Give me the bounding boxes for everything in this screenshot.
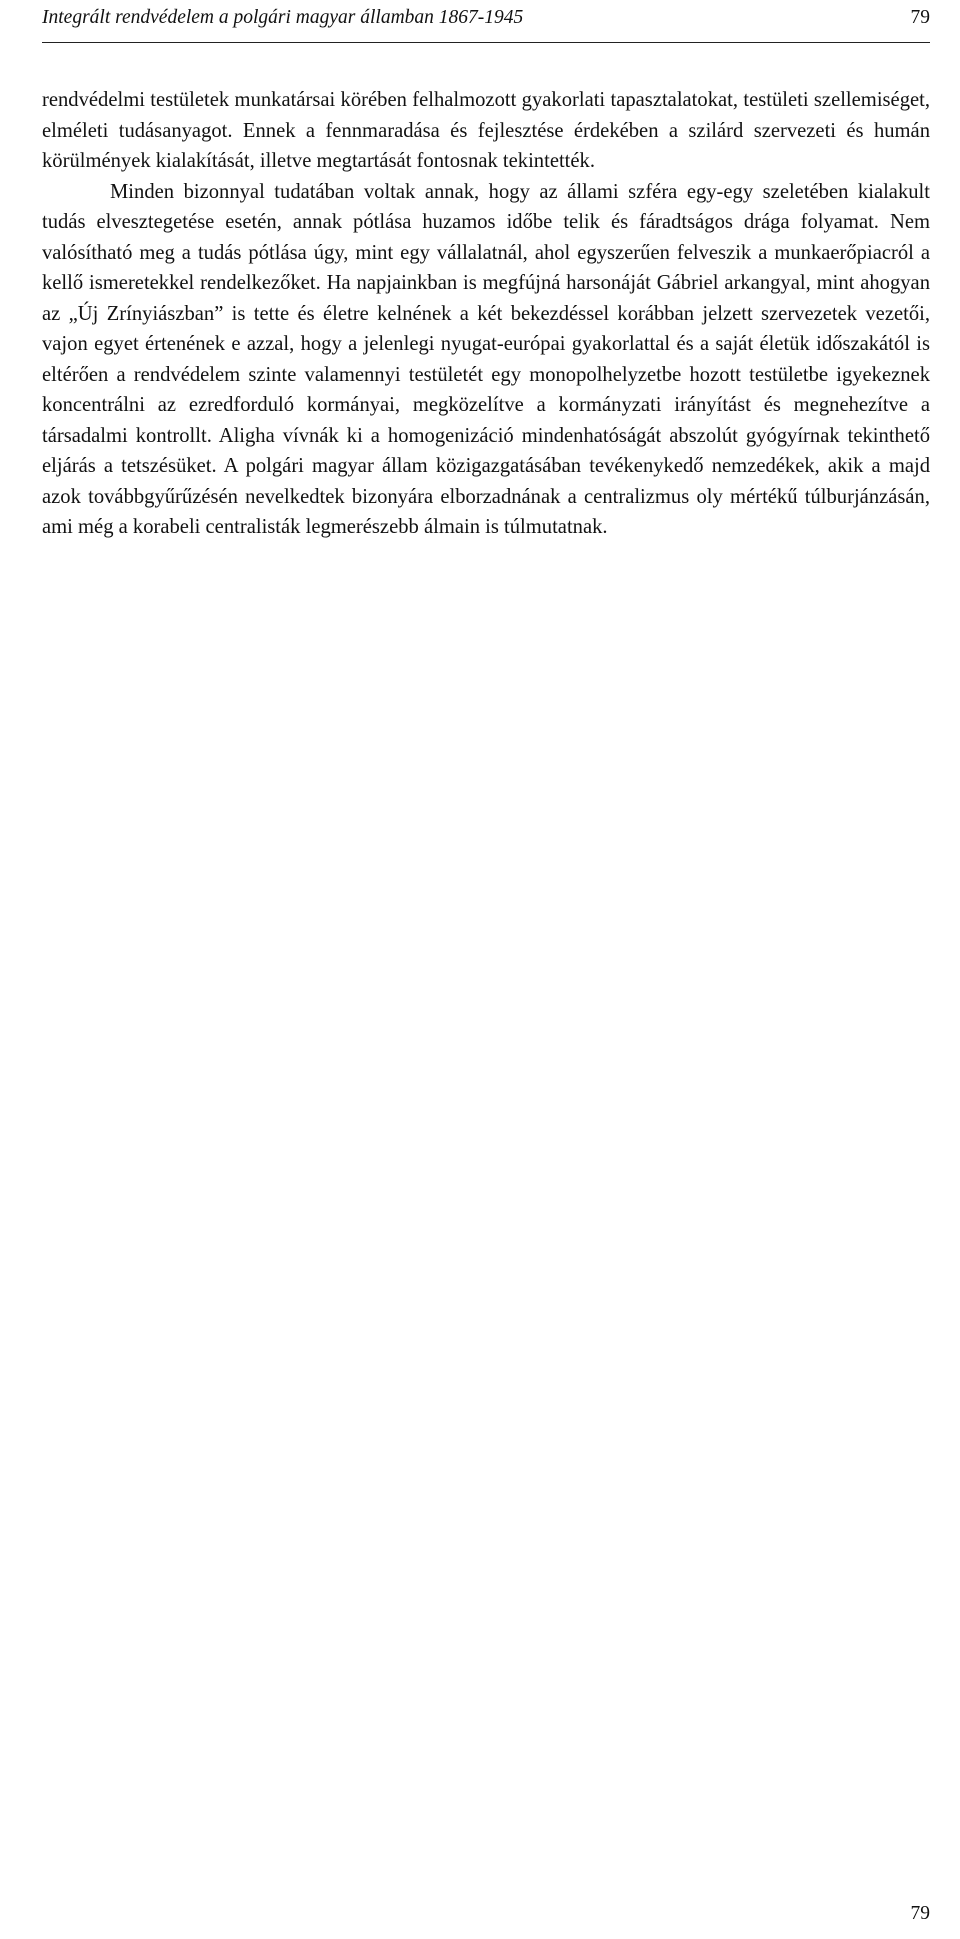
running-title: Integrált rendvédelem a polgári magyar államban 1867-1945 <box>42 7 524 28</box>
header-page-number: 79 <box>910 7 930 28</box>
paragraph-continued: rendvédelmi testületek munkatársai körében felhalmozott gyakorlati tapasztalatokat, testületi szellemiséget, elméleti tudásanyagot. Ennek a fennmaradása és fejlesztése érdekében a szilárd szervezeti és humán körülmények kialakítását, illetve megtartását fontosnak tekintették. <box>42 89 930 172</box>
page-header <box>42 0 930 43</box>
footer-page-number: 79 <box>910 1903 930 1924</box>
paragraph-main: Minden bizonnyal tudatában voltak annak, hogy az állami szféra egy-egy szeletében kialakult tudás elvesztegetése esetén, annak pótlása huzamos időbe telik és fáradtságos drága folyamat. Nem valósítható meg a tudás pótlása úgy, mint egy vállalatnál, ahol egyszerűen felveszik a munkaerőpiacról a kellő ismeretekkel rendelkezőket. Ha napjainkban is megfújná harsonáját Gábriel arkangyal, mint ahogyan az „Új Zrínyiászban” is tette és életre kelnének a két bekezdéssel korábban jelzett szervezetek vezetői, vajon egyet értenének e azzal, hogy a jelenlegi nyugat-európai gyakorlattal és a saját életük időszakától is eltérően a rendvédelem szinte valamennyi testületét egy monopolhelyzetbe hozott testületbe igyekeznek koncentrálni az ezredforduló kormányai, megközelítve a kormányzati irányítást és megnehezítve a társadalmi kontrollt. Aligha vívnák ki a homogenizáció mindenhatóságát abszolút gyógyírnak tekinthető eljárás a tetszésüket. A polgári magyar állam közigazgatásában tevékenykedő nemzedékek, akik a majd azok továbbgyűrűzésén nevelkedtek bizonyára elborzadnának a centralizmus oly mértékű túlburjánzásán, ami még a korabeli centralisták legmerészebb álmain is túlmutatnak. <box>42 180 930 538</box>
body-text <box>42 85 930 543</box>
